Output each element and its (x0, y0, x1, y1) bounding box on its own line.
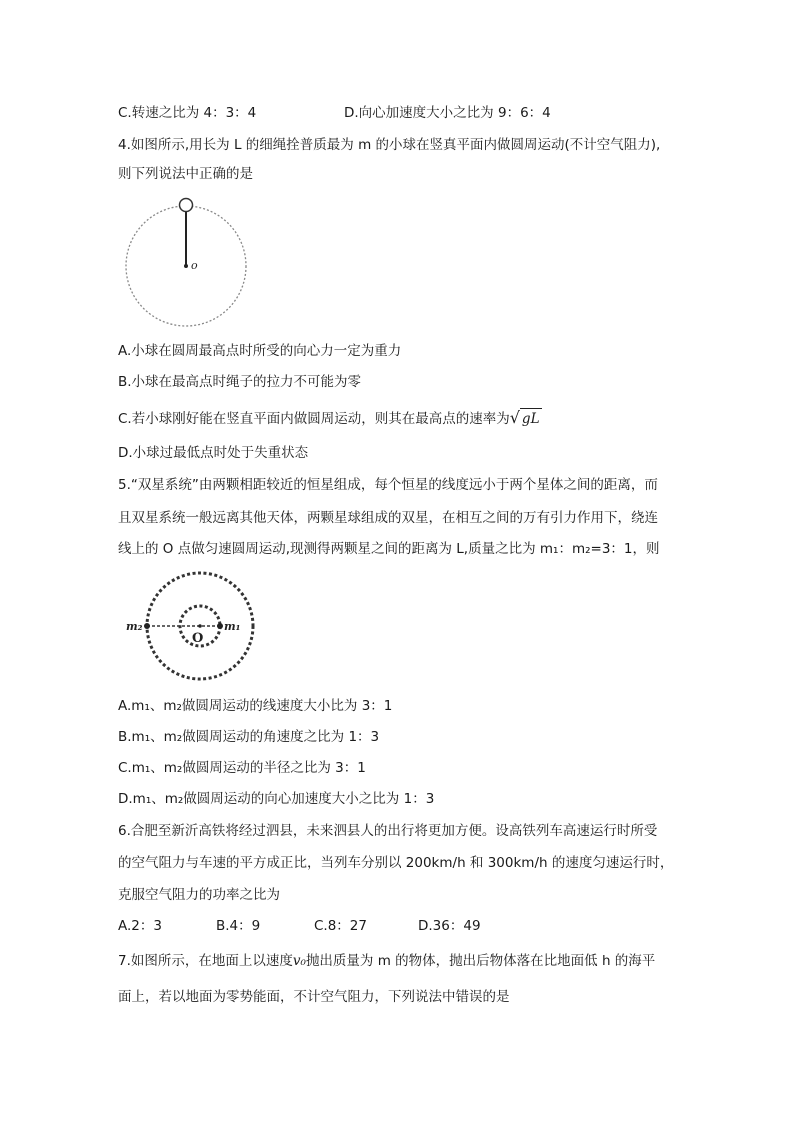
q5-label-m1: m₁ (224, 620, 241, 633)
q6-option-c: C.8：27 (314, 918, 367, 934)
q3-option-c: C.转速之比为 4：3：4 (118, 105, 257, 121)
q7-stem-line-2: 面上，若以地面为零势能面，不计空气阻力，下列说法中错误的是 (118, 989, 510, 1005)
q5-label-m2: m₂ (126, 620, 143, 633)
q4-circle-figure (118, 192, 258, 332)
q6-option-d: D.36：49 (418, 918, 481, 934)
q5-stem-line-1: 5.“双星系统”由两颗相距较近的恒星组成，每个恒星的线度远小于两个星体之间的距离，而 (118, 477, 658, 493)
q4-option-c (118, 408, 542, 429)
q5-option-d: D.m₁、m₂做圆周运动的向心加速度大小之比为 1：3 (118, 791, 435, 807)
q6-stem-line-2: 的空气阻力与车速的平方成正比，当列车分别以 200km/h 和 300km/h 的速度匀速运行时， (118, 855, 674, 871)
sqrt-expression: √ gL (509, 408, 540, 427)
q5-option-c: C.m₁、m₂做圆周运动的半径之比为 3：1 (118, 760, 366, 776)
q4-option-b: B.小球在最高点时绳子的拉力不可能为零 (118, 374, 362, 390)
q4-option-a: A.小球在圆周最高点时所受的向心力一定为重力 (118, 343, 402, 359)
q3-option-d: D.向心加速度大小之比为 9：6：4 (344, 105, 551, 121)
q7-velocity-symbol: v₀ (292, 953, 306, 969)
q5-stem-line-2: 且双星系统一般远离其他天体，两颗星球组成的双星，在相互之间的万有引力作用下，绕连 (118, 510, 658, 526)
q4-stem-line-1: 4.如图所示,用长为 L 的细绳拴普质最为 m 的小球在竖真平面内做圆周运动(不计空气阻力), (118, 137, 661, 153)
q6-stem-line-3: 克服空气阻力的功率之比为 (118, 887, 280, 903)
q5-binary-star-figure (120, 570, 280, 684)
q4-option-d: D.小球过最低点时处于失重状态 (118, 445, 309, 461)
q6-option-a: A.2：3 (118, 918, 162, 934)
q4-option-c-text: C.若小球刚好能在竖直平面内做圆周运动，则其在最高点的速率为 (118, 411, 510, 427)
q6-stem-line-1: 6.合肥至新沂高铁将经过泗县，未来泗县人的出行将更加方便。设高铁列车高速运行时所受 (118, 823, 658, 839)
q6-option-b: B.4：9 (216, 918, 261, 934)
q4-stem-line-2: 则下列说法中正确的是 (118, 166, 253, 182)
q7-stem-pre: 7.如图所示，在地面上以速度 (118, 953, 293, 969)
q5-label-o: O (192, 631, 204, 646)
q4-figure-label-o: o (191, 259, 198, 272)
q5-stem-line-3: 线上的 O 点做匀速圆周运动,现测得两颗星之间的距离为 L,质量之比为 m₁：m₂=3：1，则 (118, 541, 660, 557)
q7-stem-line-1 (118, 951, 655, 971)
q7-stem-post: 抛出质量为 m 的物体，抛出后物体落在比地面低 h 的海平 (305, 953, 656, 969)
sqrt-radicand: gL (520, 408, 542, 429)
q5-option-b: B.m₁、m₂做圆周运动的角速度之比为 1：3 (118, 729, 380, 745)
q5-option-a: A.m₁、m₂做圆周运动的线速度大小比为 3：1 (118, 698, 393, 714)
